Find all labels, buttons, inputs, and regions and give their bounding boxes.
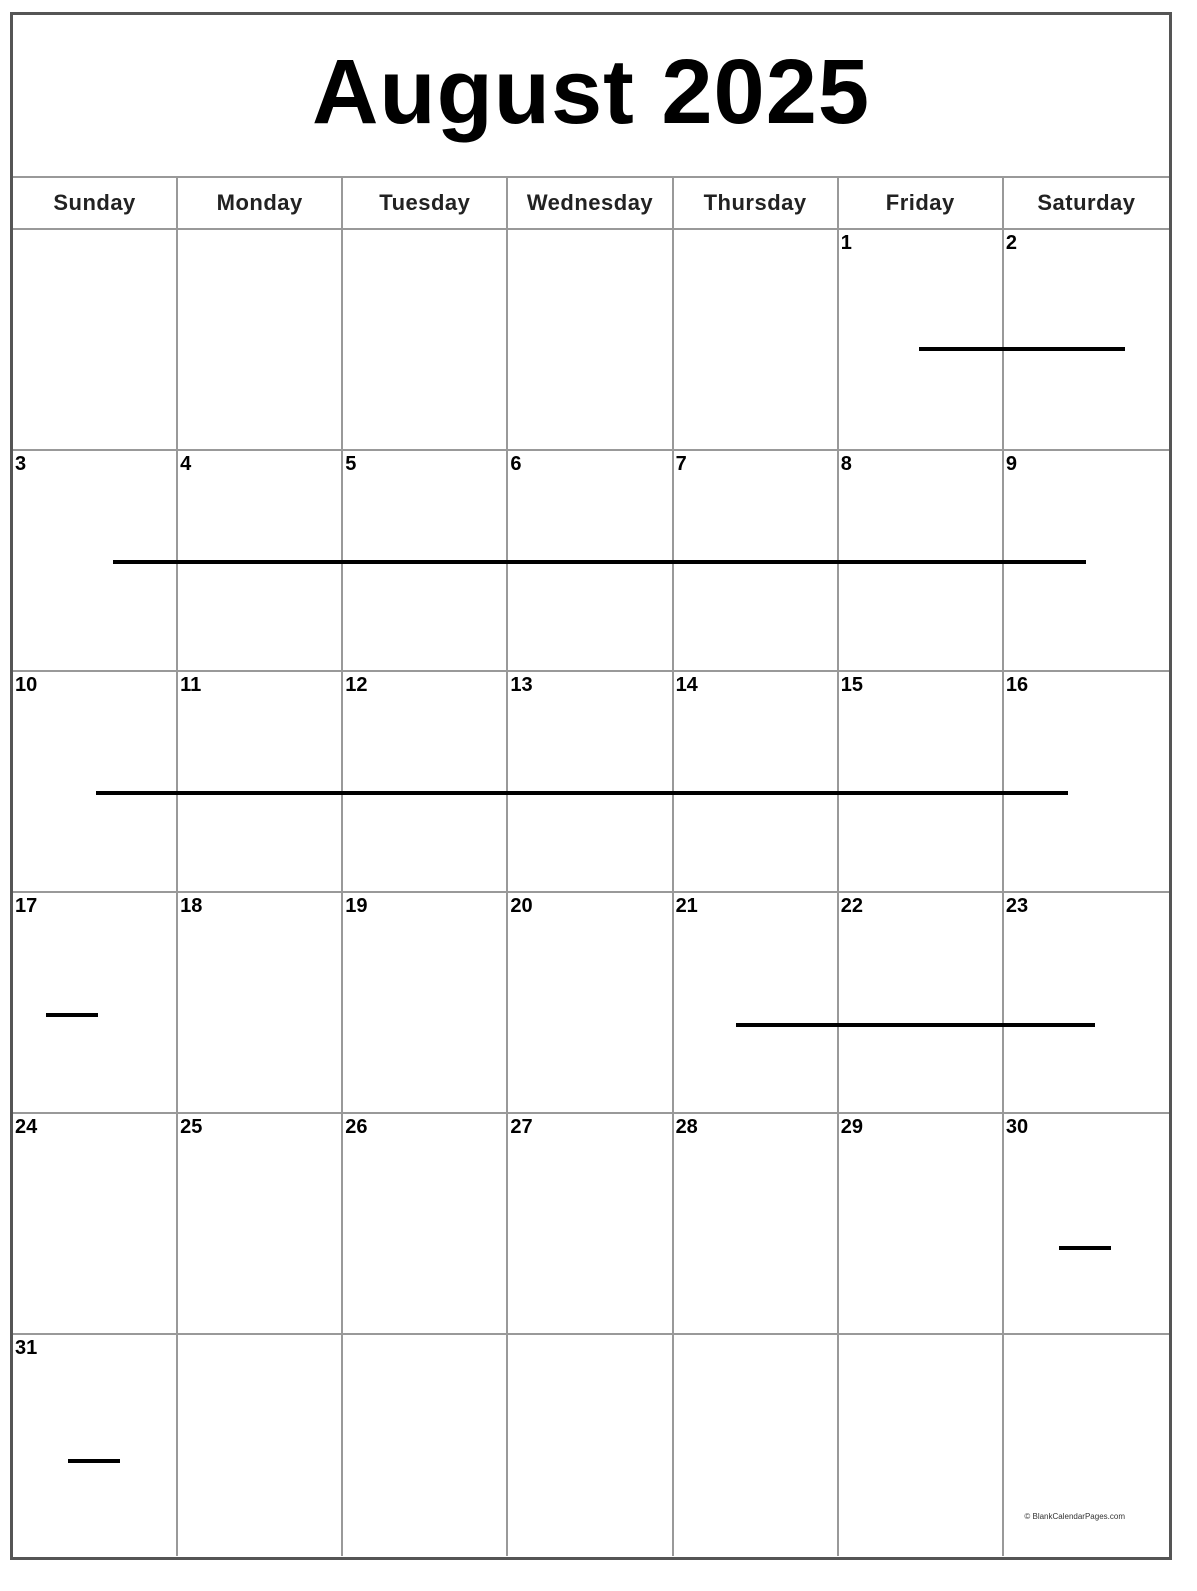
day-cell[interactable]: [839, 1335, 1004, 1556]
day-cell[interactable]: [508, 1335, 673, 1556]
day-number: 1: [840, 232, 852, 254]
marker-line: [113, 560, 1086, 564]
day-cell[interactable]: [178, 1114, 343, 1335]
marker-line: [68, 1459, 120, 1463]
day-number: 25: [180, 1116, 203, 1138]
day-cell[interactable]: [839, 672, 1004, 893]
day-number: 18: [180, 895, 203, 917]
day-number: 8: [840, 453, 852, 475]
day-number: 9: [1005, 453, 1017, 475]
day-number: 29: [840, 1116, 863, 1138]
day-number: 16: [1005, 674, 1029, 696]
marker-line: [736, 1023, 1095, 1027]
day-number: 11: [180, 674, 202, 696]
day-cell[interactable]: [839, 1114, 1004, 1335]
marker-line: [919, 347, 1125, 351]
day-number: 4: [180, 453, 192, 475]
marker-line: [46, 1013, 98, 1017]
day-cell[interactable]: [839, 893, 1004, 1114]
day-number: 27: [510, 1116, 533, 1138]
day-number: 19: [345, 895, 368, 917]
day-cell[interactable]: [343, 230, 508, 451]
title-bar: [13, 15, 1169, 178]
weekday-header-sunday: Sunday: [13, 178, 178, 230]
day-cell[interactable]: [343, 1114, 508, 1335]
day-cell[interactable]: [508, 230, 673, 451]
day-number: 5: [345, 453, 357, 475]
weekday-header-monday: Monday: [178, 178, 343, 230]
day-cell[interactable]: [13, 1114, 178, 1335]
day-number: 23: [1005, 895, 1029, 917]
day-number: 15: [840, 674, 863, 696]
day-number: 13: [510, 674, 533, 696]
day-cell[interactable]: [178, 672, 343, 893]
weekday-header-friday: Friday: [839, 178, 1004, 230]
day-cell[interactable]: [178, 230, 343, 451]
day-number: 22: [840, 895, 863, 917]
day-cell[interactable]: [674, 1114, 839, 1335]
day-number: 21: [675, 895, 698, 917]
day-cell[interactable]: [13, 893, 178, 1114]
weekday-header-thursday: Thursday: [674, 178, 839, 230]
day-number: 12: [345, 674, 368, 696]
day-cell[interactable]: [178, 893, 343, 1114]
day-number: 28: [675, 1116, 698, 1138]
day-cell[interactable]: [343, 1335, 508, 1556]
marker-line: [96, 791, 1068, 795]
day-number: 7: [675, 453, 687, 475]
day-number: 31: [15, 1337, 38, 1359]
day-number: 17: [15, 895, 38, 917]
day-number: 3: [15, 453, 27, 475]
weekday-header-saturday: Saturday: [1004, 178, 1169, 230]
day-number: 20: [510, 895, 533, 917]
day-cell[interactable]: [1004, 1114, 1169, 1335]
day-cell[interactable]: [1004, 672, 1169, 893]
calendar: [10, 12, 1172, 1560]
day-number: 24: [15, 1116, 38, 1138]
weekday-header-wednesday: Wednesday: [508, 178, 673, 230]
day-number: 30: [1005, 1116, 1029, 1138]
credit-text: © BlankCalendarPages.com: [1024, 1512, 1125, 1521]
day-cell[interactable]: [508, 893, 673, 1114]
day-cell[interactable]: [343, 893, 508, 1114]
day-number: 2: [1005, 232, 1017, 254]
day-cell[interactable]: [13, 672, 178, 893]
calendar-title: August 2025: [311, 41, 871, 143]
day-number: 6: [510, 453, 522, 475]
day-cell[interactable]: [508, 672, 673, 893]
day-cell[interactable]: [1004, 893, 1169, 1114]
day-cell[interactable]: [343, 672, 508, 893]
marker-line: [1059, 1246, 1111, 1250]
day-cell[interactable]: [508, 1114, 673, 1335]
day-cell[interactable]: [674, 672, 839, 893]
day-cell[interactable]: [674, 1335, 839, 1556]
day-cell[interactable]: [839, 230, 1004, 451]
day-cell[interactable]: [674, 893, 839, 1114]
day-cell[interactable]: [674, 230, 839, 451]
day-cell[interactable]: [1004, 1335, 1169, 1556]
weekday-header-tuesday: Tuesday: [343, 178, 508, 230]
day-cell[interactable]: [178, 1335, 343, 1556]
day-cell[interactable]: [1004, 230, 1169, 451]
day-cell[interactable]: [13, 230, 178, 451]
day-number: 10: [15, 674, 38, 696]
day-number: 14: [675, 674, 698, 696]
day-cell[interactable]: [13, 1335, 178, 1556]
calendar-grid: [13, 178, 1169, 1557]
day-number: 26: [345, 1116, 368, 1138]
